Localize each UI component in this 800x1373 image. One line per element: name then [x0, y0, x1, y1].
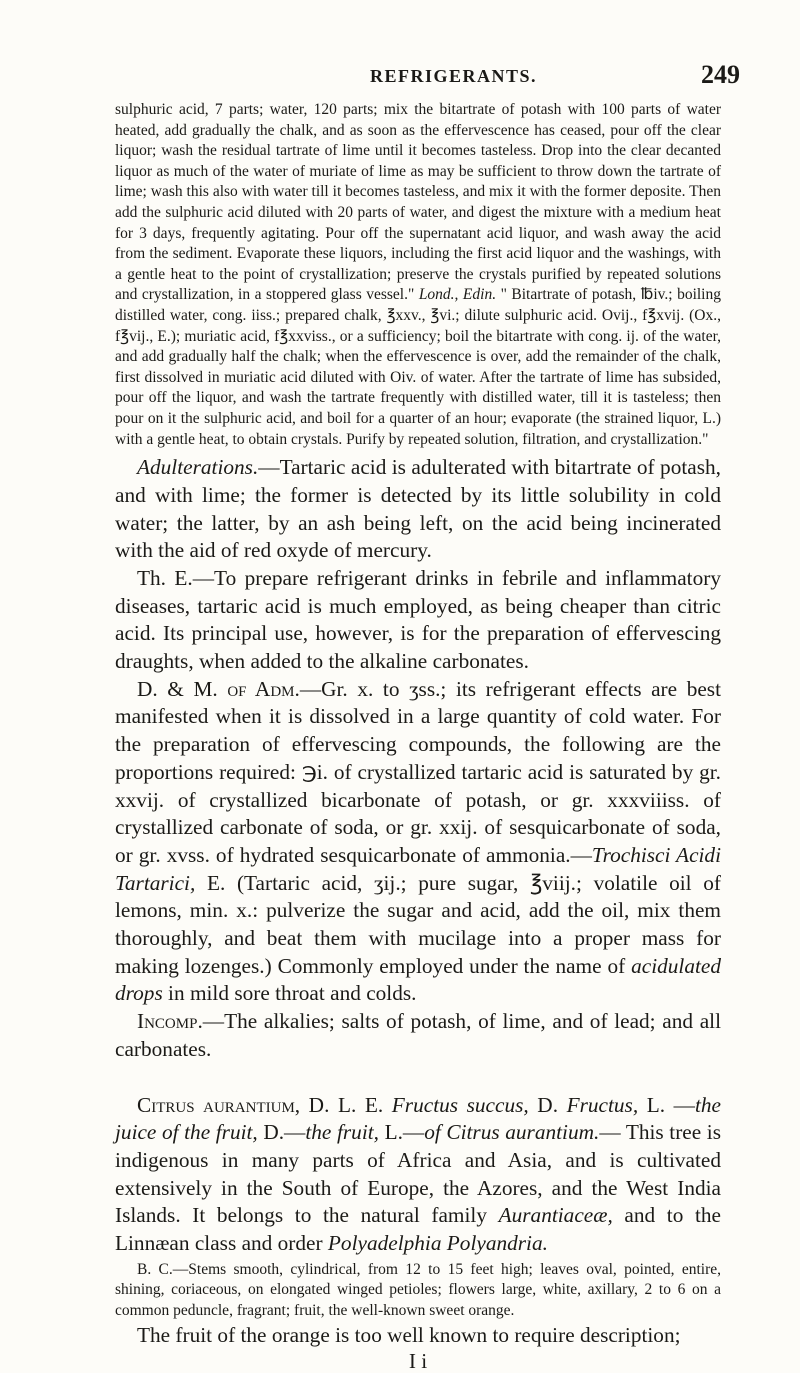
trochisci-title: Trochisci Acidi Tartarici, — [115, 842, 722, 895]
paragraph-preparation: sulphuric acid, 7 parts; water, 120 parts; mix the bitartrate of potash with 100 parts of water heated, add gradually the chalk, and as soon as the effervescence has ceased, pour off the clear liquor; wash the residual tartrate of lime until it becomes tasteless. Drop into the clear decanted liquor as much of the water of muriate of lime as may be sufficient to throw down the tartrate of lime; wash this also with water till it becomes tasteless, and mix it with the former deposite. Then add the sulphuric acid diluted with 20 parts of water, and digest the mixture with a medium heat for 3 days, frequently agitating. Pour off the supernatant acid liquor, and wash away the acid from the sediment. Evaporate these liquors, including the first acid liquor and the washings, with a gentle heat to the point of crystallization; preserve the crystals purified by repeated solutions and crystallization, in a stoppered glass vessel." Lond., Edin. " Bitartrate of potash, ℔iv.; boiling distilled water, cong. iiss.; prepared chalk, ℥xxv., ℥vi.; dilute sulphuric acid. Ovij., f℥xvij. (Ox., f℥vij., E.); muriatic acid, f℥xxviss., or a sufficiency; boil the bitartrate with cong. ij. of the water, and add gradually half the chalk; when the effervescence is over, add the remainder of the chalk, first dissolved in muriatic acid diluted with Oiv. of water. After the tartrate of lime has subsided, pour off the liquor, and wash the tartrate frequently with distilled water, till it is tasteless; then pour on it the sulphuric acid, and boil for a quarter of an hour; evaporate (the strained liquor, L.) with a gentle heat, to obtain crystals. Purify by repeated solution, filtration, and crystallization." — [115, 101, 721, 448]
section-heading-therapeutic: Th. E. — [137, 565, 193, 590]
paragraph-closing: The fruit of the orange is too well known to require description; — [137, 1322, 681, 1347]
running-head — [120, 60, 740, 92]
paragraph-incompatibles: Incomp.—The alkalies; salts of potash, of lime, and of lead; and all carbonates. — [115, 1009, 721, 1061]
paragraph-botanical-characters: B. C.—Stems smooth, cylindrical, from 12 to 15 feet high; leaves oval, pointed, entire, shining, coriaceous, on elongated winged petioles; flowers large, white, axillary, 2 to 6 on a common peduncle, fragrant; fruit, the well-known sweet orange. — [115, 1260, 722, 1319]
page-body — [115, 100, 721, 1373]
paragraph-citrus-aurantium: Citrus aurantium, D. L. E. Fructus succus, D. Fructus, L. —the juice of the fruit, D.—the fruit, L.—of Citrus aurantium.— This tree is indigenous in many parts of Africa and Asia, and is cultivated extensively in the South of Europe, the Azores, and the West India Islands. It belongs to the natural family Aurantiaceæ, and to the Linnæan class and order Polyadelphia Polyandria. — [115, 1092, 721, 1256]
section-heading-botanical: B. C. — [137, 1260, 173, 1278]
paragraph-therapeutic-effects: Th. E.—To prepare refrigerant drinks in febrile and inflammatory diseases, tartaric acid is much employed, as being cheaper than citric acid. Its principal use, however, is for the preparation of effervescing draughts, when added to the alkaline carbonates. — [115, 565, 721, 674]
paragraph-adulterations: Adulterations.—Tartaric acid is adulterated with bitartrate of potash, and with lime; the former is detected by its little solubility in cold water; the latter, by an ash being left, on the acid being incinerated with the aid of red oxyde of mercury. — [115, 455, 721, 563]
section-heading-adulterations: Adulterations. — [137, 455, 259, 480]
pharmacopoeia-ref: Lond., Edin. — [418, 286, 497, 304]
acidulated-drops: acidulated drops — [115, 953, 721, 1006]
paragraph-dose: D. & M. of Adm.—Gr. x. to ʒss.; its refrigerant effects are best manifested when it is dissolved in a large quantity of cold water. For the preparation of effervescing compounds, the following are the proportions required: ℈i. of crystallized tartaric acid is saturated by gr. xxvij. of crystallized bicarbonate of potash, or gr. xxxviiiss. of crystallized carbonate of soda, or gr. xxij. of sesquicarbonate of soda, or gr. xvss. of hydrated sesquicarbonate of ammonia.—Trochisci Acidi Tartarici, E. (Tartaric acid, ʒij.; pure sugar, ℥viij.; volatile oil of lemons, min. x.: pulverize the sugar and acid, add the oil, mix them thoroughly, and beat them with mucilage into a proper mass for making lozenges.) Commonly employed under the name of acidulated drops in mild sore throat and colds. — [115, 676, 722, 1006]
section-heading-citrus: Citrus aurantium, — [137, 1092, 301, 1117]
running-head-title: REFRIGERANTS. — [370, 66, 538, 86]
page-number: 249 — [701, 60, 740, 89]
section-heading-incompatibles: Incomp. — [137, 1009, 203, 1034]
signature-mark: I i — [408, 1349, 428, 1373]
section-heading-dose: D. & M. of Adm. — [137, 676, 300, 701]
